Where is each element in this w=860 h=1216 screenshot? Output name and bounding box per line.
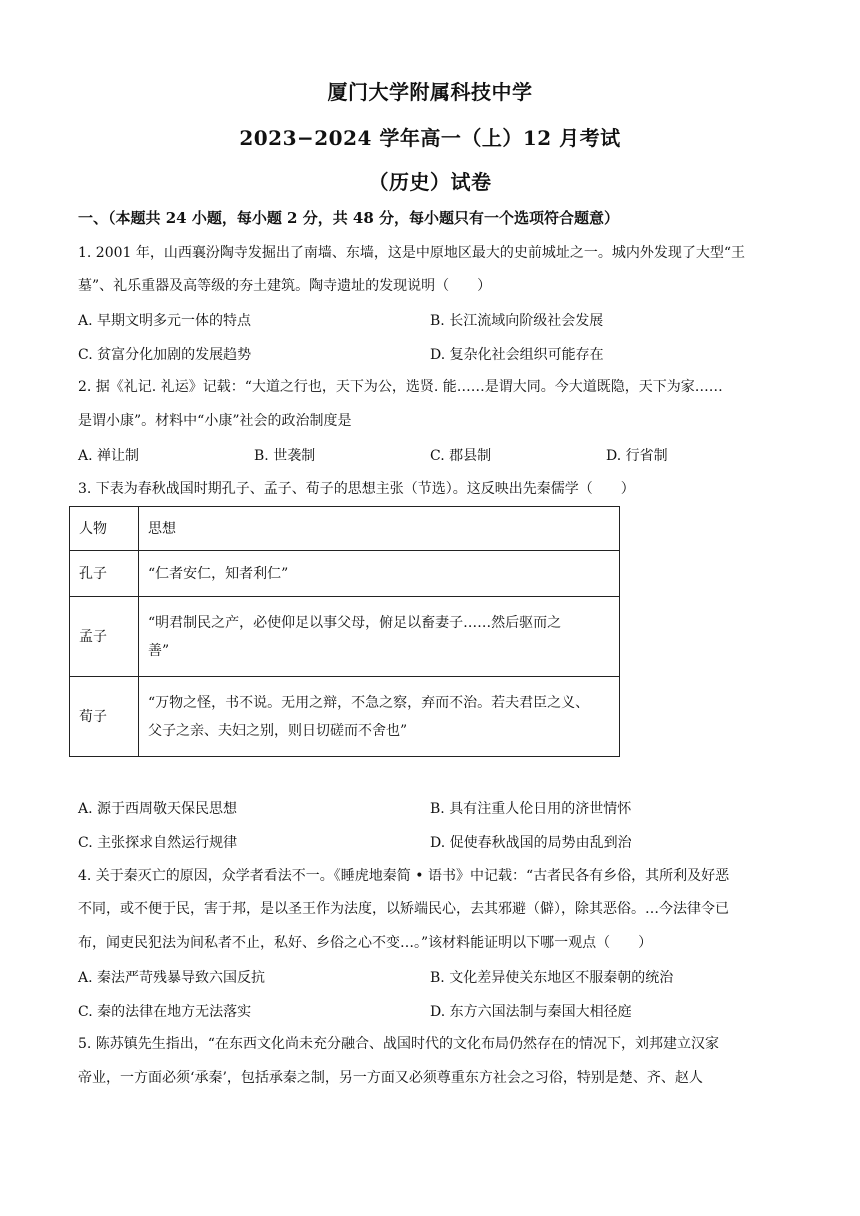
option-d: D. 东方六国法制与秦国大相径庭 [430,1004,632,1020]
thought-line: 父子之亲、夫妇之别，则日切磋而不舍也” [148,722,408,739]
table-cell-person: 荀子 [70,677,139,757]
question-stem-line: 是谓小康”。材料中“小康”社会的政治制度是 [78,413,352,429]
thought-line: “仁者安仁，知者利仁” [148,565,289,582]
question-stem-line: 4. 关于秦灭亡的原因，众学者看法不一。《睡虎地秦简 • 语书》中记载：“古者民各有乡俗，其所利及好恶 [78,868,730,884]
subject-title: （历史）试卷 [368,170,492,194]
option-d: D. 行省制 [606,448,668,464]
question-stem-line: 不同，或不便于民，害于邦，是以圣王作为法度，以矫端民心，去其邪避（僻），除其恶俗。…今法律令已 [78,901,729,917]
exam-title: 2023−2024 学年高一（上）12 月考试 [239,126,621,150]
question-stem-line: 2. 据《礼记. 礼运》记载：“大道之行也，天下为公，选贤. 能……是谓大同。今大道既隐，天下为家…… [78,379,723,395]
option-d: D. 促使春秋战国的局势由乱到治 [430,835,632,851]
option-b: B. 长江流域向阶级社会发展 [430,313,604,329]
option-a: A. 早期文明多元一体的特点 [78,313,252,329]
table-header-cell: 思想 [139,507,620,551]
table-row [70,677,620,757]
table-cell-thought [139,677,620,757]
thought-line: “明君制民之产，必使仰足以事父母，俯足以畜妻子……然后驱而之 [148,614,562,631]
table-cell-person: 孟子 [70,597,139,677]
thought-line: 善” [148,642,170,659]
option-b: B. 具有注重人伦日用的济世情怀 [430,801,632,817]
question-stem-line: 3. 下表为春秋战国时期孔子、孟子、荀子的思想主张（节选）。这反映出先秦儒学（ ） [78,481,635,497]
thought-line: “万物之怪，书不说。无用之辩，不急之察，弃而不治。若夫君臣之义、 [148,694,590,711]
option-c: C. 主张探求自然运行规律 [78,835,238,851]
option-a: A. 禅让制 [78,448,140,464]
question-stem-line: 帝业，一方面必须‘承秦’，包括承秦之制，另一方面又必须尊重东方社会之习俗，特别是楚、齐、赵人 [78,1070,703,1086]
school-name: 厦门大学附属科技中学 [327,80,533,104]
option-b: B. 文化差异使关东地区不服秦朝的统治 [430,970,674,986]
table-row [70,551,620,597]
table-row [70,597,620,677]
table-cell-thought [139,551,620,597]
option-b: B. 世袭制 [254,448,316,464]
question-stem-line: 墓”、礼乐重器及高等级的夯土建筑。陶寺遗址的发现说明（ ） [78,278,492,294]
option-d: D. 复杂化社会组织可能存在 [430,347,604,363]
thought-table [69,506,620,757]
question-stem-line: 5. 陈苏镇先生指出，“在东西文化尚未充分融合、战国时代的文化布局仍然存在的情况下，刘邦建立汉家 [78,1036,719,1052]
table-cell-person: 孔子 [70,551,139,597]
table-header-row [70,507,620,551]
question-stem-line: 布，闻吏民犯法为间私者不止，私好、乡俗之心不变…。”该材料能证明以下哪一观点（ ） [78,935,653,951]
option-c: C. 秦的法律在地方无法落实 [78,1004,252,1020]
question-stem-line: 1. 2001 年，山西襄汾陶寺发掘出了南墙、东墙，这是中原地区最大的史前城址之一。城内外发现了大型“王 [78,245,746,261]
option-a: A. 源于西周敬天保民思想 [78,801,238,817]
option-a: A. 秦法严苛残暴导致六国反抗 [78,970,266,986]
section-heading: 一、（本题共 24 小题，每小题 2 分，共 48 分，每小题只有一个选项符合题意） [78,209,620,227]
table-header-cell: 人物 [70,507,139,551]
table-cell-thought [139,597,620,677]
option-c: C. 郡县制 [430,448,492,464]
option-c: C. 贫富分化加剧的发展趋势 [78,347,252,363]
